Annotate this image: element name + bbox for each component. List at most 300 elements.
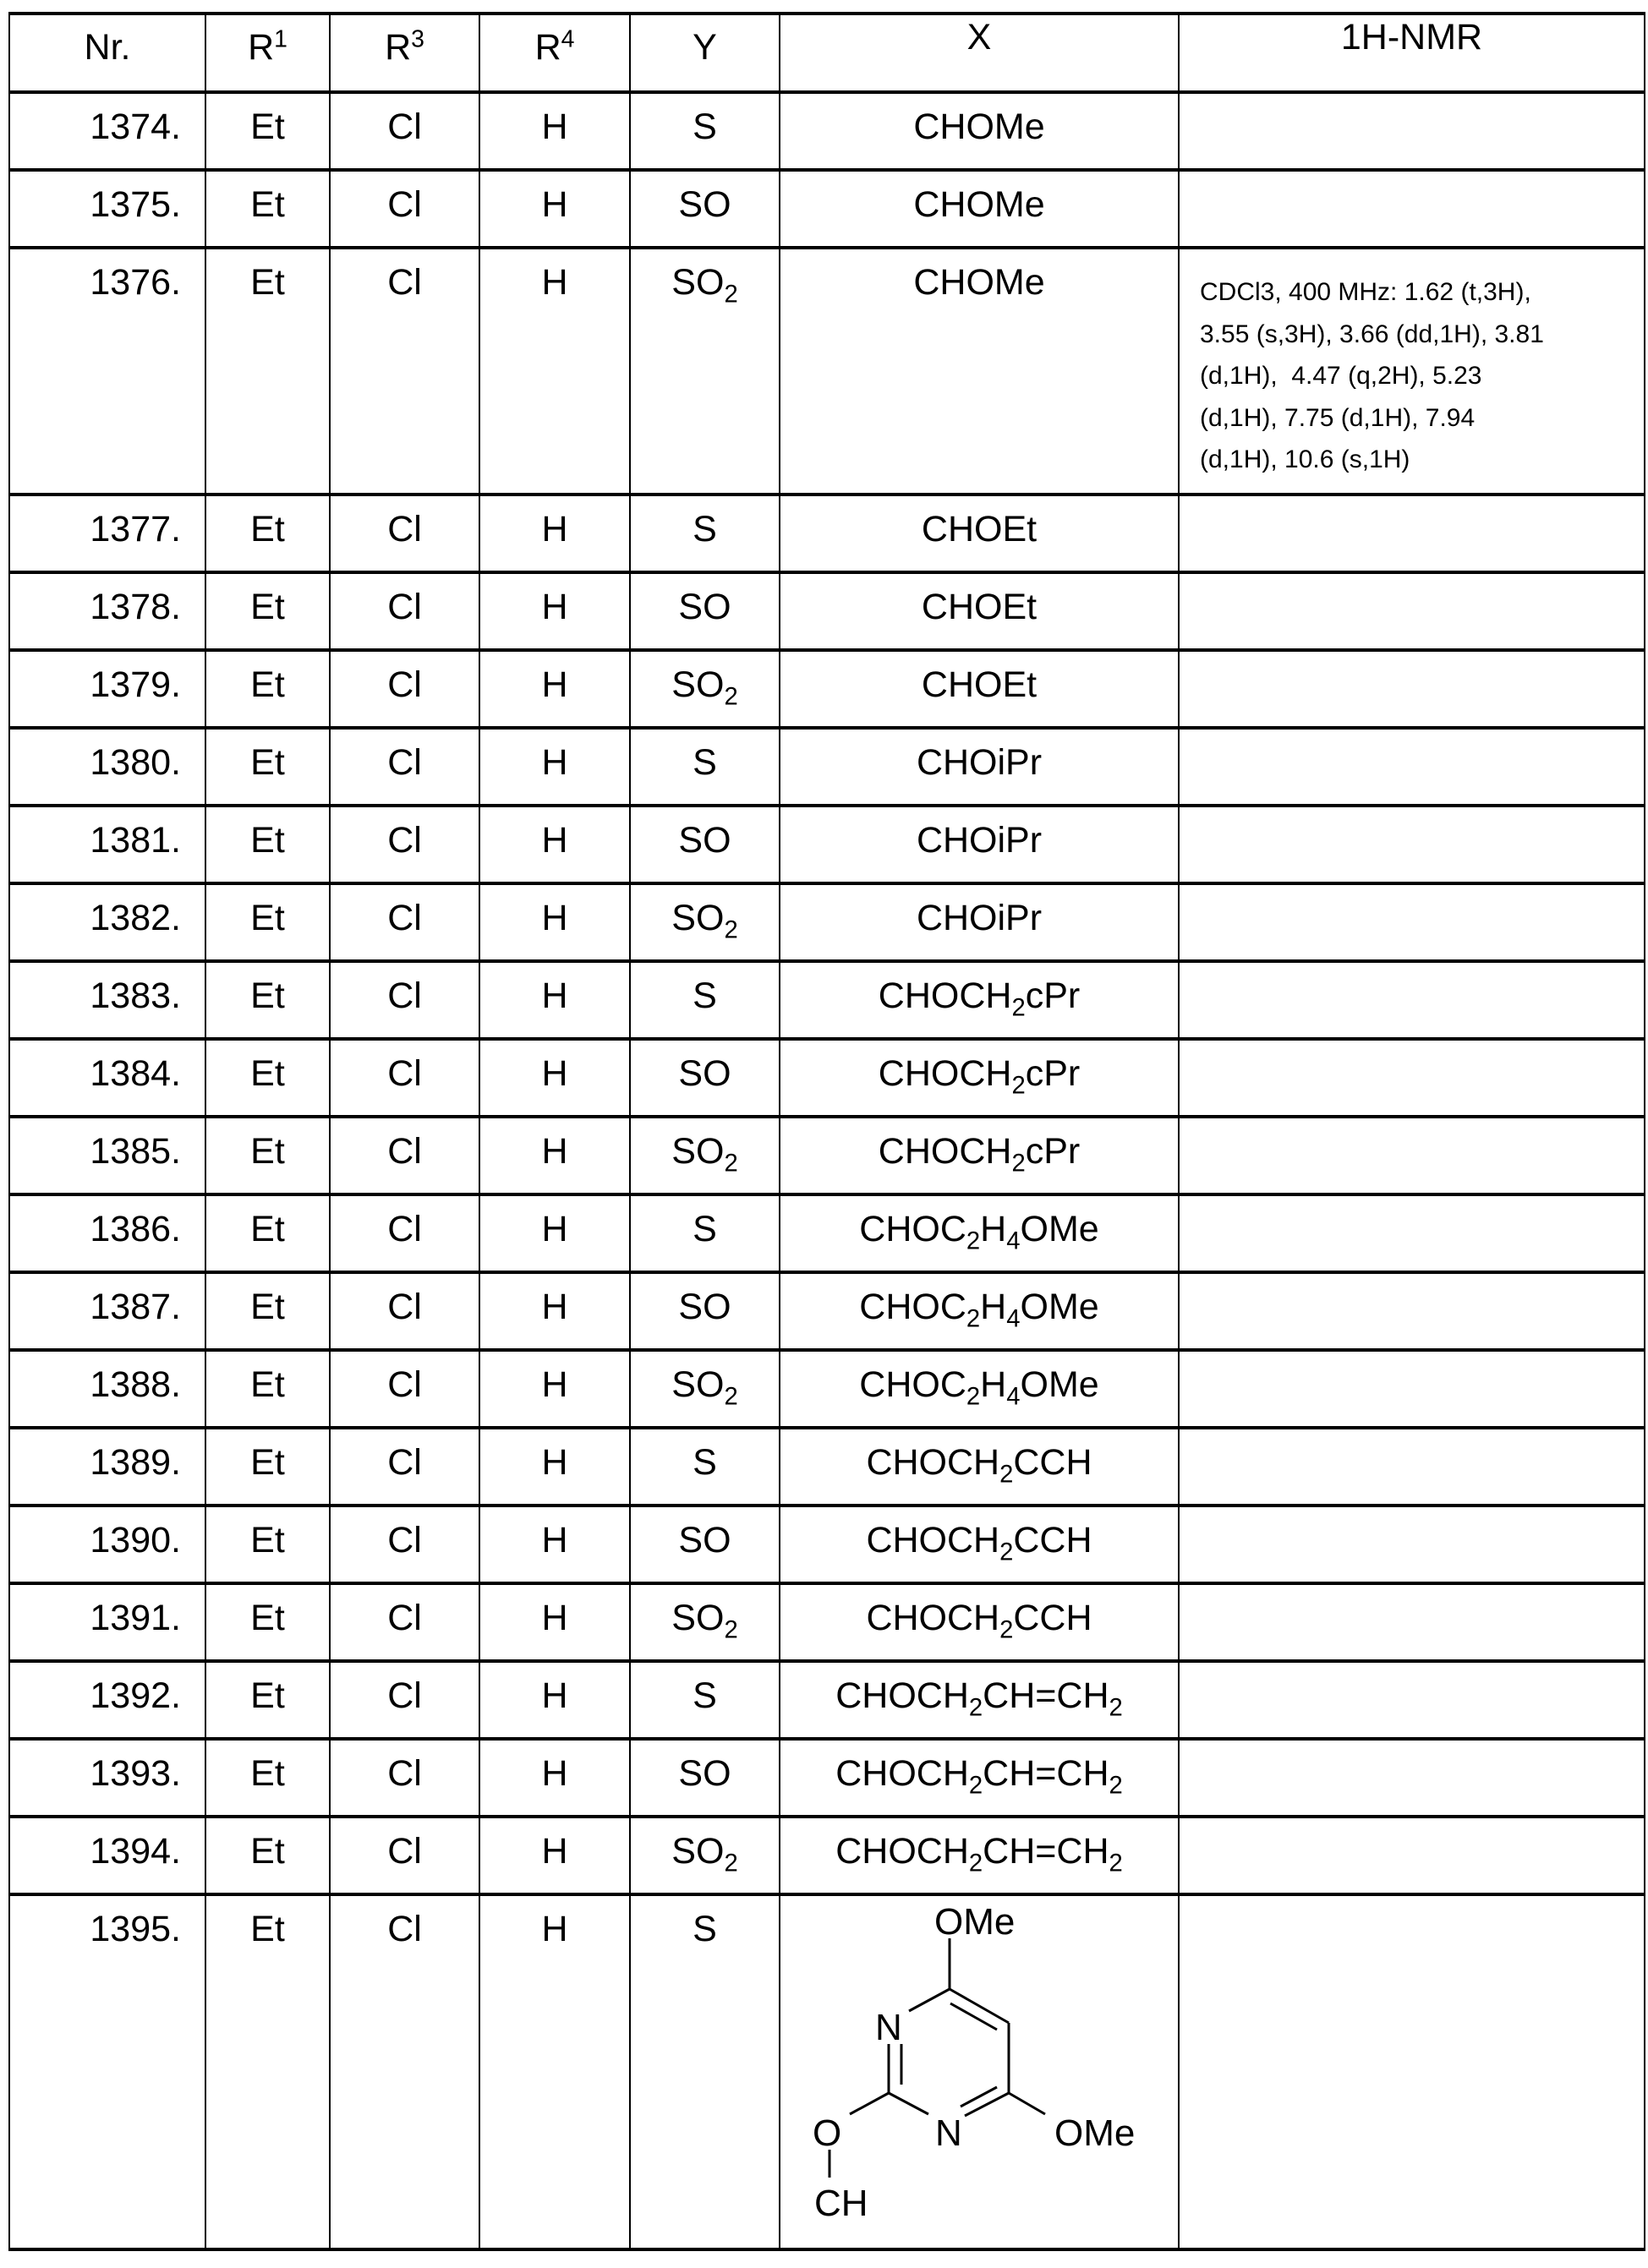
value-r3: Cl [387,1598,422,1638]
cell-nmr [1178,1196,1645,1271]
cell-r3 [329,1818,479,1893]
value-y: SO [678,184,731,225]
cell-y [629,1585,779,1659]
ring-nitrogen-upper-label: N [875,2007,902,2048]
cell-r4 [479,1274,629,1348]
table-row [8,168,1645,246]
value-y: S [693,1442,717,1483]
cell-r3 [329,1741,479,1815]
cell-x [779,1585,1178,1659]
value-r1: Et [250,509,285,549]
cell-x [779,1352,1178,1426]
column-header-y: Y [693,27,717,68]
table-row [8,1115,1645,1193]
value-x: CHOMe [913,262,1045,303]
value-x: $CHOCH_2CCH$ [866,1598,1092,1644]
value-y: S [693,107,717,147]
compound-number: 1391. [90,1598,181,1638]
value-r3: Cl [387,107,422,147]
cell-y [629,1507,779,1582]
compound-number: 1383. [90,976,181,1016]
value-x: $CHOC_2H_4OMe$ [859,1209,1099,1255]
value-x: $CHOCH_2CH=CH_2$ [835,1675,1123,1722]
cell-nr [8,1196,205,1271]
cell-nr [8,652,205,726]
cell-nr [8,1041,205,1115]
cell-r3 [329,963,479,1037]
cell-r3 [329,1196,479,1271]
value-r1: Et [250,664,285,705]
cell-header-nr [8,15,205,90]
cell-r1 [205,172,329,246]
value-r4: H [541,1909,568,1949]
value-r1: Et [250,262,285,303]
cell-nr [8,885,205,959]
cell-r3 [329,249,479,493]
value-y: S [693,509,717,549]
value-x: CHOEt [921,509,1038,549]
value-r4: H [541,184,568,225]
cell-r4 [479,574,629,648]
cell-r1 [205,963,329,1037]
value-r4: H [541,1598,568,1638]
cell-nmr [1178,1507,1645,1582]
pyrimidine-structure-diagram [780,1896,1180,2254]
value-r3: Cl [387,1753,422,1794]
column-header-x: X [966,17,992,57]
cell-x [779,496,1178,571]
cell-nr [8,1352,205,1426]
cell-nr [8,807,205,882]
value-r3: Cl [387,742,422,783]
value-r3: Cl [387,184,422,225]
cell-y [629,1196,779,1271]
cell-nr [8,1585,205,1659]
value-r4: H [541,1209,568,1249]
cell-y [629,1352,779,1426]
cell-r3 [329,1041,479,1115]
cell-nmr [1178,1429,1645,1504]
value-r3: Cl [387,1209,422,1249]
cell-r4 [479,1896,629,2248]
cell-r4 [479,1196,629,1271]
compound-number: 1385. [90,1131,181,1172]
value-y: S [693,1909,717,1949]
cell-r1 [205,885,329,959]
value-r1: Et [250,587,285,627]
cell-r3 [329,652,479,726]
value-r3: Cl [387,976,422,1016]
value-r4: H [541,1442,568,1483]
cell-x [779,1818,1178,1893]
cell-nmr [1178,496,1645,571]
cell-r4 [479,172,629,246]
value-y: SO [678,820,731,861]
compound-number: 1392. [90,1675,181,1716]
compound-number: 1395. [90,1909,181,1949]
value-x: $CHOCH_2cPr$ [878,976,1081,1022]
cell-x [779,94,1178,168]
compound-number: 1382. [90,898,181,938]
cell-nmr [1178,1818,1645,1893]
cell-y [629,249,779,493]
value-x: CHOMe [913,184,1045,225]
cell-r3 [329,1118,479,1193]
cell-nr [8,1429,205,1504]
cell-header-r1 [205,15,329,90]
value-r3: Cl [387,1675,422,1716]
cell-x [779,1118,1178,1193]
table-row [8,648,1645,726]
column-header-nr: Nr. [84,27,131,68]
cell-header-r3 [329,15,479,90]
value-r1: Et [250,107,285,147]
value-x: $CHOC_2H_4OMe$ [859,1364,1099,1411]
value-y: SO [678,587,731,627]
cell-r3 [329,885,479,959]
table-row [8,882,1645,959]
value-r4: H [541,262,568,303]
compound-number: 1384. [90,1053,181,1094]
compound-number: 1381. [90,820,181,861]
value-r3: Cl [387,1520,422,1560]
value-y: SO [678,1287,731,1327]
cell-r1 [205,1041,329,1115]
methoxy-right-label: OMe [1054,2112,1136,2154]
table-row [8,726,1645,804]
cell-nmr [1178,807,1645,882]
compound-number: 1378. [90,587,181,627]
compound-number: 1375. [90,184,181,225]
cell-r3 [329,1429,479,1504]
table-row [8,246,1645,493]
value-r1: Et [250,1520,285,1560]
cell-y [629,574,779,648]
cell-x [779,574,1178,648]
cell-y [629,652,779,726]
cell-x [779,1429,1178,1504]
value-r3: Cl [387,1909,422,1949]
value-r3: Cl [387,1131,422,1172]
value-r3: Cl [387,1287,422,1327]
cell-r4 [479,1429,629,1504]
table-row [8,1582,1645,1659]
compound-number: 1374. [90,107,181,147]
value-y: $SO_2$ [671,898,738,944]
cell-r3 [329,94,479,168]
cell-r3 [329,807,479,882]
cell-r4 [479,496,629,571]
cell-y [629,1118,779,1193]
cell-y [629,1818,779,1893]
cell-r1 [205,1352,329,1426]
cell-nr [8,1507,205,1582]
value-r3: Cl [387,1053,422,1094]
table-row [8,1815,1645,1893]
cell-r4 [479,1507,629,1582]
cell-nmr [1178,1118,1645,1193]
cell-nr [8,574,205,648]
cell-nr [8,1896,205,2248]
value-x: $CHOCH_2cPr$ [878,1131,1081,1178]
value-r4: H [541,1753,568,1794]
value-r1: Et [250,898,285,938]
value-r4: H [541,742,568,783]
value-r1: Et [250,1053,285,1094]
cell-r4 [479,1663,629,1737]
cell-x [779,1663,1178,1737]
cell-nr [8,94,205,168]
cell-nr [8,1663,205,1737]
cell-x [779,963,1178,1037]
cell-nmr [1178,94,1645,168]
value-r4: H [541,509,568,549]
compound-number: 1376. [90,262,181,303]
cell-r4 [479,730,629,804]
value-r3: Cl [387,1364,422,1405]
value-x: CHOEt [921,664,1038,705]
compound-number: 1377. [90,509,181,549]
compound-number: 1388. [90,1364,181,1405]
cell-header-x [779,15,1178,90]
cell-header-r4 [479,15,629,90]
value-x: $CHOCH_2CH=CH_2$ [835,1831,1123,1877]
value-x: $CHOC_2H_4OMe$ [859,1287,1099,1333]
value-y: SO [678,1753,731,1794]
cell-r1 [205,1118,329,1193]
cell-y [629,885,779,959]
cell-nmr [1178,1041,1645,1115]
cell-nmr [1178,1274,1645,1348]
cell-r1 [205,1741,329,1815]
cell-x [779,807,1178,882]
cell-r4 [479,1352,629,1426]
value-x: $CHOCH_2cPr$ [878,1053,1081,1100]
value-r4: H [541,1053,568,1094]
cell-nmr [1178,885,1645,959]
cell-r1 [205,807,329,882]
compound-number: 1390. [90,1520,181,1560]
table-row [8,1426,1645,1504]
cell-nr [8,249,205,493]
cell-nr [8,963,205,1037]
compound-table [8,12,1645,2251]
value-x: CHOMe [913,107,1045,147]
cell-nr [8,1118,205,1193]
cell-r3 [329,1274,479,1348]
cell-nr [8,1818,205,1893]
cell-r4 [479,249,629,493]
cell-r3 [329,172,479,246]
cell-r1 [205,730,329,804]
value-r4: H [541,107,568,147]
value-r1: Et [250,1287,285,1327]
value-r4: H [541,1520,568,1560]
value-r1: Et [250,1364,285,1405]
value-y: S [693,1675,717,1716]
cell-r1 [205,1663,329,1737]
value-r1: Et [250,1131,285,1172]
table-row [8,1193,1645,1271]
cell-y [629,94,779,168]
value-r3: Cl [387,262,422,303]
value-r4: H [541,820,568,861]
value-y: $SO_2$ [671,1831,738,1877]
compound-number: 1380. [90,742,181,783]
value-x: CHOiPr [916,820,1043,861]
table-row [8,1271,1645,1348]
value-y: $SO_2$ [671,1364,738,1411]
value-y: S [693,1209,717,1249]
value-r4: H [541,976,568,1016]
cell-x [779,652,1178,726]
cell-nmr [1178,249,1645,493]
cell-r4 [479,1818,629,1893]
column-header-nmr: 1H-NMR [1340,17,1483,57]
cell-r4 [479,1741,629,1815]
column-header-r3: $R^3$ [385,25,424,68]
cell-r4 [479,807,629,882]
methyl-bottom-label: CH [814,2183,868,2224]
cell-r4 [479,652,629,726]
cell-r1 [205,1429,329,1504]
cell-r1 [205,1507,329,1582]
value-x: CHOiPr [916,742,1043,783]
cell-r4 [479,963,629,1037]
cell-r4 [479,94,629,168]
cell-x [779,1896,1178,2248]
value-r3: Cl [387,664,422,705]
value-r1: Et [250,184,285,225]
cell-r3 [329,496,479,571]
table-row [8,804,1645,882]
cell-r1 [205,1818,329,1893]
compound-number: 1379. [90,664,181,705]
cell-r4 [479,1118,629,1193]
value-r4: H [541,1131,568,1172]
cell-nmr [1178,1741,1645,1815]
value-y: SO [678,1053,731,1094]
compound-number: 1389. [90,1442,181,1483]
compound-number: 1386. [90,1209,181,1249]
value-r3: Cl [387,587,422,627]
cell-nmr [1178,1585,1645,1659]
value-r3: Cl [387,898,422,938]
cell-r1 [205,249,329,493]
cell-nmr [1178,1663,1645,1737]
cell-nmr [1178,1896,1645,2248]
header-row [8,12,1645,90]
value-y: S [693,742,717,783]
cell-r4 [479,1585,629,1659]
cell-r1 [205,1585,329,1659]
cell-y [629,1429,779,1504]
cell-y [629,1663,779,1737]
cell-r1 [205,496,329,571]
value-y: $SO_2$ [671,1598,738,1644]
cell-r3 [329,1352,479,1426]
cell-x [779,1196,1178,1271]
value-r1: Et [250,1209,285,1249]
cell-header-nmr [1178,15,1645,90]
table-row [8,90,1645,168]
cell-y [629,1896,779,2248]
value-r1: Et [250,1675,285,1716]
value-y: $SO_2$ [671,1131,738,1178]
cell-nr [8,496,205,571]
cell-r1 [205,652,329,726]
cell-x [779,1741,1178,1815]
methoxy-top-label: OMe [934,1901,1016,1943]
cell-r3 [329,1507,479,1582]
cell-r1 [205,1274,329,1348]
cell-r3 [329,574,479,648]
cell-y [629,496,779,571]
cell-x [779,1507,1178,1582]
value-y: $SO_2$ [671,664,738,711]
table-row [8,1737,1645,1815]
value-r1: Et [250,1598,285,1638]
value-r1: Et [250,820,285,861]
table-row [8,1348,1645,1426]
cell-r3 [329,1663,479,1737]
cell-r1 [205,94,329,168]
cell-y [629,1041,779,1115]
value-r1: Et [250,742,285,783]
value-y: $SO_2$ [671,262,738,309]
value-r4: H [541,587,568,627]
table-row [8,493,1645,571]
cell-nmr [1178,172,1645,246]
value-r1: Et [250,1831,285,1872]
value-r4: H [541,898,568,938]
cell-nr [8,1741,205,1815]
cell-nmr [1178,963,1645,1037]
value-r1: Et [250,1442,285,1483]
ring-nitrogen-lower-label: N [935,2112,962,2154]
table-row [8,1037,1645,1115]
cell-y [629,730,779,804]
value-r4: H [541,1675,568,1716]
cell-nr [8,730,205,804]
cell-nmr [1178,652,1645,726]
cell-header-y [629,15,779,90]
value-x: $CHOCH_2CCH$ [866,1520,1092,1566]
value-y: S [693,976,717,1016]
value-r3: Cl [387,1831,422,1872]
value-r4: H [541,1287,568,1327]
cell-r4 [479,1041,629,1115]
value-x: CHOEt [921,587,1038,627]
value-x: $CHOCH_2CH=CH_2$ [835,1753,1123,1800]
cell-nr [8,172,205,246]
table-row [8,1893,1645,2251]
compound-number: 1387. [90,1287,181,1327]
cell-y [629,1741,779,1815]
oxygen-left-label: O [813,2112,842,2154]
value-r4: H [541,664,568,705]
cell-x [779,172,1178,246]
cell-r3 [329,1585,479,1659]
cell-y [629,963,779,1037]
value-x: CHOiPr [916,898,1043,938]
value-r1: Et [250,1753,285,1794]
compound-number: 1394. [90,1831,181,1872]
cell-y [629,172,779,246]
cell-x [779,249,1178,493]
cell-r3 [329,730,479,804]
cell-r3 [329,1896,479,2248]
